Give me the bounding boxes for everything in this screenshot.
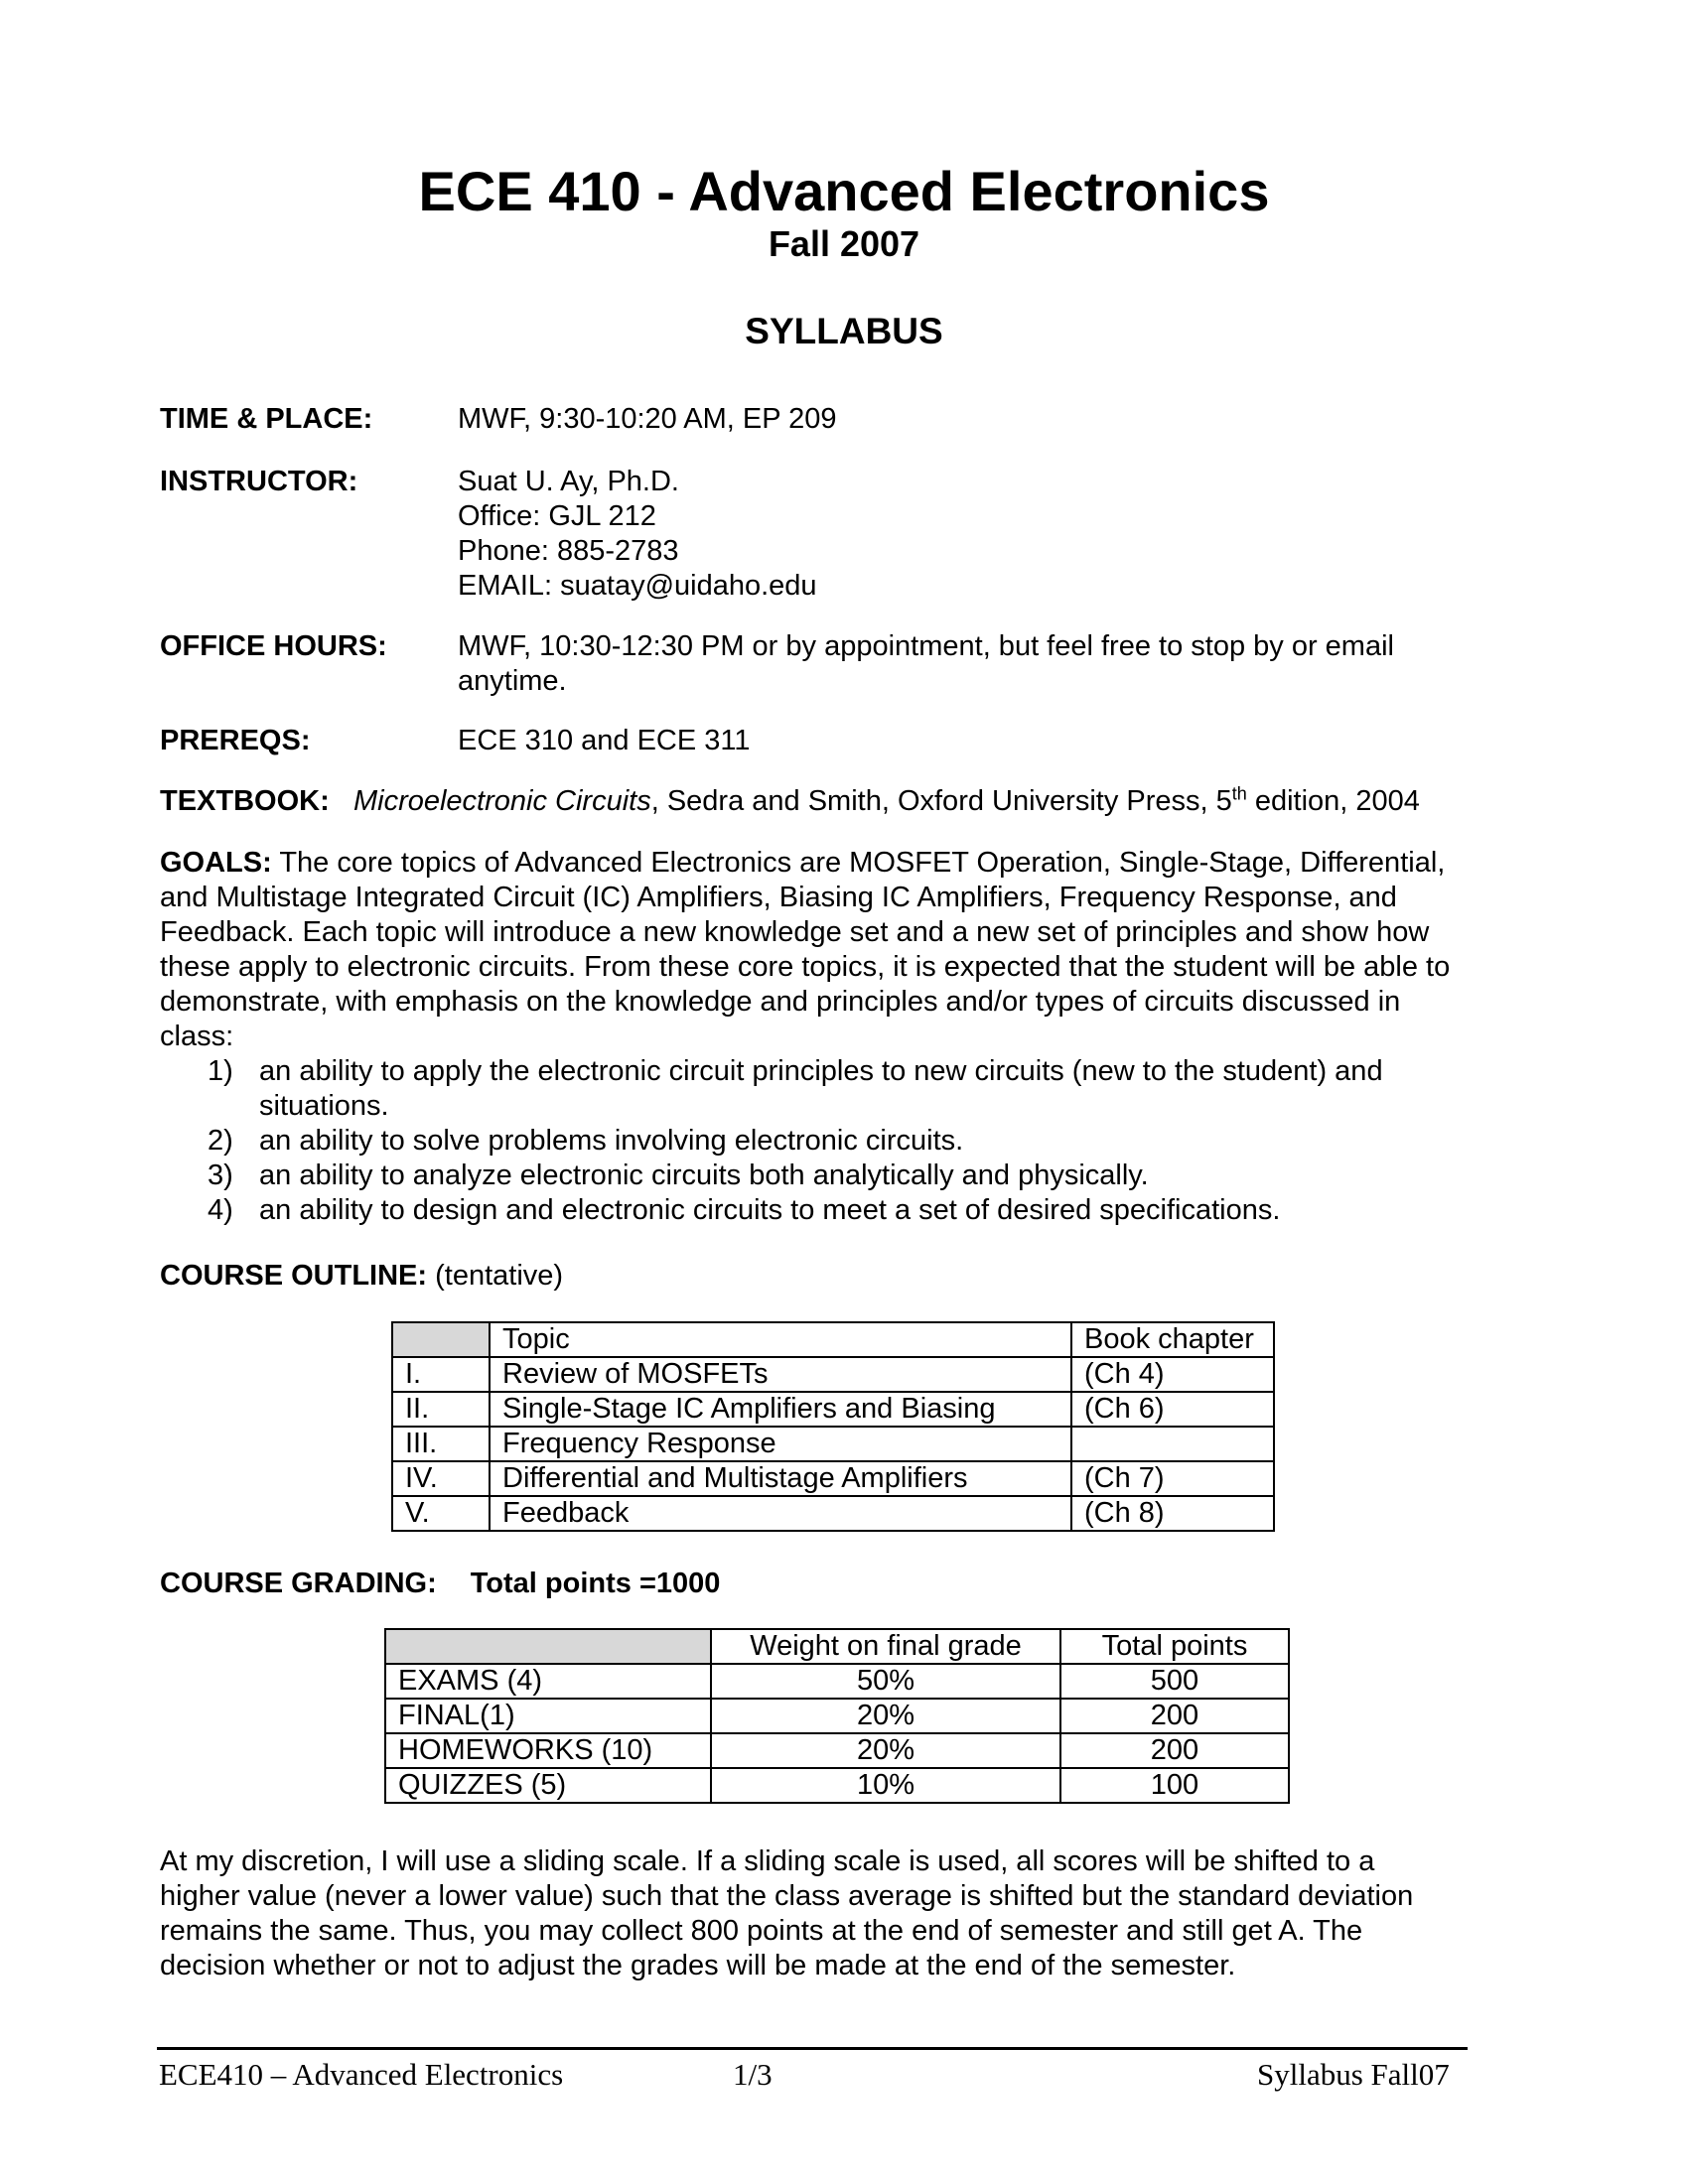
- table-row: [392, 1392, 1274, 1427]
- table-cell: 10%: [711, 1768, 1060, 1803]
- course-term: Fall 2007: [768, 223, 920, 264]
- table-cell: Feedback: [490, 1496, 1071, 1531]
- goals-line: demonstrate, with emphasis on the knowledge and principles and/or types of circuits discussed in: [160, 986, 1401, 1018]
- instructor-label: INSTRUCTOR:: [160, 466, 358, 497]
- footer-divider: [157, 2047, 1468, 2050]
- goals-line: The core topics of Advanced Electronics are MOSFET Operation, Single-Stage, Differential,: [271, 847, 1446, 879]
- paragraph-line: higher value (never a lower value) such that the class average is shifted but the standard deviation: [160, 1880, 1414, 1912]
- time-place-label: TIME & PLACE:: [160, 403, 373, 435]
- table-header-row: [385, 1629, 1289, 1664]
- grading-total: Total points =1000: [470, 1568, 721, 1599]
- outline-heading: [160, 1259, 563, 1294]
- table-header-cell: [385, 1629, 711, 1664]
- goal-text: an ability to design and electronic circuits to meet a set of desired specifications.: [259, 1194, 1281, 1226]
- sliding-scale-paragraph: [160, 1844, 1530, 1983]
- table-cell: EXAMS (4): [385, 1664, 711, 1699]
- textbook-details: , Sedra and Smith, Oxford University Press, 5: [650, 785, 1232, 817]
- instructor-office: Office: GJL 212: [458, 500, 656, 532]
- paragraph-line: remains the same. Thus, you may collect 800 points at the end of semester and still get A. The: [160, 1915, 1363, 1947]
- table-row: [392, 1461, 1274, 1496]
- table-row: [392, 1496, 1274, 1531]
- goals-line: these apply to electronic circuits. From these core topics, it is expected that the student will be able to: [160, 951, 1451, 983]
- table-row: [385, 1664, 1289, 1699]
- table-cell: [1071, 1427, 1274, 1461]
- table-cell: (Ch 6): [1071, 1392, 1274, 1427]
- prereqs-label: PREREQS:: [160, 725, 311, 756]
- goals-line: and Multistage Integrated Circuit (IC) Amplifiers, Biasing IC Amplifiers, Frequency Response, and: [160, 882, 1397, 913]
- goal-text: an ability to solve problems involving electronic circuits.: [259, 1125, 964, 1157]
- table-cell: 500: [1060, 1664, 1289, 1699]
- instructor-name: Suat U. Ay, Ph.D.: [458, 466, 679, 497]
- goal-text: an ability to apply the electronic circuit principles to new circuits (new to the student) and: [259, 1055, 1383, 1087]
- table-cell: II.: [392, 1392, 490, 1427]
- paragraph-line: At my discretion, I will use a sliding scale. If a sliding scale is used, all scores will be shifted to a: [160, 1845, 1375, 1877]
- goal-item: [160, 1193, 1530, 1228]
- office-hours-label: OFFICE HOURS:: [160, 630, 387, 662]
- office-hours-line: anytime.: [458, 665, 567, 697]
- footer-document-name: Syllabus Fall07: [1257, 2057, 1450, 2092]
- table-cell: QUIZZES (5): [385, 1768, 711, 1803]
- textbook-edition-sup: th: [1231, 783, 1247, 804]
- instructor-details: [458, 465, 1530, 604]
- outline-label: COURSE OUTLINE:: [160, 1260, 428, 1292]
- table-cell: 200: [1060, 1699, 1289, 1733]
- textbook-year: edition, 2004: [1246, 785, 1420, 817]
- instructor-phone: Phone: 885-2783: [458, 535, 679, 567]
- table-header-cell: Total points: [1060, 1629, 1289, 1664]
- table-cell: V.: [392, 1496, 490, 1531]
- table-header-row: [392, 1322, 1274, 1357]
- goals-line: class:: [160, 1021, 234, 1052]
- table-row: [392, 1357, 1274, 1392]
- goal-text: situations.: [259, 1090, 389, 1122]
- table-cell: IV.: [392, 1461, 490, 1496]
- footer-page-number: 1/3: [733, 2057, 773, 2092]
- table-cell: I.: [392, 1357, 490, 1392]
- table-header-cell: Weight on final grade: [711, 1629, 1060, 1664]
- goal-number: 4): [208, 1194, 233, 1226]
- prereqs-value: ECE 310 and ECE 311: [458, 725, 751, 756]
- office-hours-line: MWF, 10:30-12:30 PM or by appointment, but feel free to stop by or email: [458, 630, 1394, 662]
- table-cell: 50%: [711, 1664, 1060, 1699]
- goals-label: GOALS:: [160, 847, 272, 879]
- table-row: [385, 1733, 1289, 1768]
- goal-number: 3): [208, 1160, 233, 1191]
- grading-label: COURSE GRADING:: [160, 1568, 437, 1599]
- table-header-cell: Book chapter: [1071, 1322, 1274, 1357]
- table-cell: 20%: [711, 1699, 1060, 1733]
- course-title: ECE 410 - Advanced Electronics: [418, 160, 1270, 222]
- grading-heading: [160, 1567, 720, 1601]
- textbook-line: [160, 784, 1420, 819]
- table-row: [385, 1699, 1289, 1733]
- time-place-value: MWF, 9:30-10:20 AM, EP 209: [458, 403, 837, 435]
- course-grading-table: [384, 1628, 1290, 1804]
- goal-item: [160, 1054, 1530, 1124]
- table-cell: Review of MOSFETs: [490, 1357, 1071, 1392]
- table-header-cell: [392, 1322, 490, 1357]
- table-cell: 20%: [711, 1733, 1060, 1768]
- textbook-label: TEXTBOOK:: [160, 785, 330, 817]
- goal-number: 1): [208, 1055, 233, 1087]
- document-subtitle: SYLLABUS: [745, 311, 943, 351]
- table-cell: (Ch 8): [1071, 1496, 1274, 1531]
- table-row: [392, 1427, 1274, 1461]
- table-cell: HOMEWORKS (10): [385, 1733, 711, 1768]
- instructor-email: EMAIL: suatay@uidaho.edu: [458, 570, 817, 602]
- table-cell: FINAL(1): [385, 1699, 711, 1733]
- goal-item: [160, 1159, 1530, 1193]
- table-header-cell: Topic: [490, 1322, 1071, 1357]
- outline-note: (tentative): [427, 1260, 564, 1292]
- table-cell: 200: [1060, 1733, 1289, 1768]
- office-hours-value: [458, 629, 1530, 699]
- footer-course: ECE410 – Advanced Electronics: [159, 2057, 564, 2092]
- table-cell: Frequency Response: [490, 1427, 1071, 1461]
- course-outline-table: [391, 1321, 1275, 1532]
- textbook-title: Microelectronic Circuits: [352, 785, 651, 817]
- table-cell: III.: [392, 1427, 490, 1461]
- table-cell: (Ch 7): [1071, 1461, 1274, 1496]
- table-cell: (Ch 4): [1071, 1357, 1274, 1392]
- goal-number: 2): [208, 1125, 233, 1157]
- table-cell: Single-Stage IC Amplifiers and Biasing: [490, 1392, 1071, 1427]
- goals-paragraph: [160, 846, 1530, 1054]
- table-row: [385, 1768, 1289, 1803]
- table-cell: 100: [1060, 1768, 1289, 1803]
- goal-item: [160, 1124, 1530, 1159]
- paragraph-line: decision whether or not to adjust the grades will be made at the end of the semester.: [160, 1950, 1236, 1981]
- goals-line: Feedback. Each topic will introduce a new knowledge set and a new set of principles and show how: [160, 916, 1430, 948]
- table-cell: Differential and Multistage Amplifiers: [490, 1461, 1071, 1496]
- goal-text: an ability to analyze electronic circuits both analytically and physically.: [259, 1160, 1149, 1191]
